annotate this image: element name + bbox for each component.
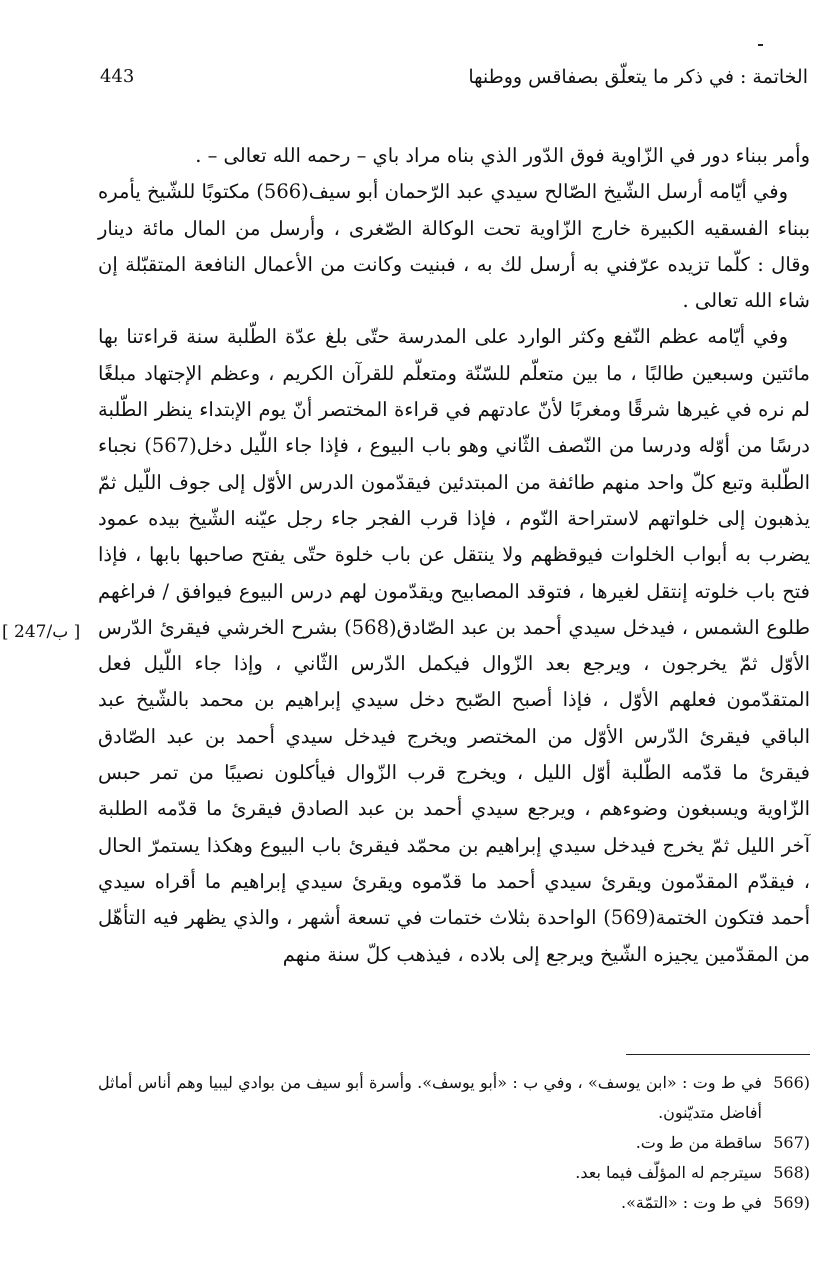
manuscript-folio-reference: [ 247/ب ]	[2, 622, 81, 642]
footnotes	[98, 1068, 810, 1218]
footnote-text: ساقطة من ط وت.	[635, 1133, 762, 1152]
footnote	[98, 1128, 810, 1158]
footnote-number: 569)	[773, 1193, 810, 1212]
footnote-separator	[626, 1054, 810, 1055]
footnote-number: 568)	[773, 1163, 810, 1182]
paragraph: وفي أيّامه أرسل الشّيخ الصّالح سيدي عبد الرّحمان أبو سيف(566) مكتوبًا للشّيخ يأمره ببناء الفسقيه الكبيرة خارج الزّاوية تحت الوكالة الصّغرى ، وأرسل من المال مائة دينار وقال : كلّما تزيده عرّفني به أرسل لك به ، فبنيت وكانت من الأعمال النافعة المتقبّلة إن شاء الله تعالى .	[98, 180, 810, 313]
footnote-number: 566)	[773, 1073, 810, 1092]
footnote	[98, 1188, 810, 1218]
running-header	[100, 66, 808, 102]
footnote-text: في ط وت : «ابن يوسف» ، وفي ب : «أبو يوسف». وأسرة أبو سيف من بوادي ليبيا وهم أناس أماثل أفاضل متديّنون.	[98, 1073, 762, 1122]
paragraph: وأمر ببناء دور في الزّاوية فوق الدّور الذي بناه مراد باي – رحمه الله تعالى – .	[195, 144, 810, 167]
page-mark	[758, 44, 763, 46]
running-header-title: الخاتمة : في ذكر ما يتعلّق بصفاقس ووطنها	[468, 66, 808, 88]
footnote-number: 567)	[773, 1133, 810, 1152]
main-text	[98, 138, 810, 973]
footnote	[98, 1068, 810, 1128]
footnote	[98, 1158, 810, 1188]
paragraph: وفي أيّامه عظم النّفع وكثر الوارد على المدرسة حتّى بلغ عدّة الطّلبة سنة قراءتنا بها مائتين وسبعين طالبًا ، ما بين متعلّم للسّنّة ومتعلّم للقرآن الكريم ، وعظم الإجتهاد مبلغًا لم نره في غيرها شرقًا ومغربًا لأنّ عادتهم في قراءة المختصر أنّ يوم الإبتداء ينظر الطّلبة درسًا من أوّله ودرسا من النّصف الثّاني وهو باب البيوع ، فإذا جاء اللّيل دخل(567) نجباء الطّلبة وتبع كلّ واحد منهم طائفة من المبتدئين فيقدّمون الدرس الأوّل إلى جوف اللّيل ثمّ يذهبون إلى خلواتهم لاستراحة النّوم ، فإذا قرب الفجر جاء رجل عيّنه الشّيخ بيده عمود يضرب به أبواب الخلوات فيوقظهم ولا ينتقل عن باب خلوة حتّى يفتح صاحبها بابها ، فإذا فتح باب خلوته إنتقل لغيرها ، فتوقد المصابيح ويقدّمون لهم درس البيوع فيوافق / فراغهم طلوع الشمس ، فيدخل سيدي أحمد بن عبد الصّادق(568) بشرح الخرشي فيقرئ الدّرس الأوّل ثمّ يخرجون ، ويرجع بعد الزّوال فيكمل الدّرس الثّاني ، وإذا جاء اللّيل فعل المتقدّمون فعلهم الأوّل ، فإذا أصبح الصّبح دخل سيدي إبراهيم بن محمد بالشّيخ عبد الباقي فيقرئ الدّرس الأوّل من المختصر ويخرج فيدخل سيدي أحمد بن عبد الصّادق فيقرئ ما قدّمه الطّلبة أوّل الليل ، ويخرج قرب الزّوال فيأكلون نصيبًا من تمر حبس الزّاوية ويسبغون وضوءهم ، ويرجع سيدي أحمد بن عبد الصادق فيقرئ ما قدّمه الطلبة آخر الليل ثمّ يخرج فيدخل سيدي إبراهيم بن محمّد فيقرئ باب البيوع وهكذا يستمرّ الحال ، فيقدّم المقدّمون ويقرئ سيدي أحمد ما قدّموه ويقرئ سيدي إبراهيم ما أقراه سيدي أحمد فتكون الختمة(569) الواحدة بثلاث ختمات في تسعة أشهر ، والذي يظهر فيه التأهّل من المقدّمين يجيزه الشّيخ ويرجع إلى بلاده ، فيذهب كلّ سنة منهم	[98, 325, 810, 966]
footnote-text: سيترجم له المؤلّف فيما بعد.	[575, 1163, 762, 1182]
footnote-text: في ط وت : «التمّة».	[621, 1193, 762, 1212]
page-number: 443	[100, 66, 135, 87]
